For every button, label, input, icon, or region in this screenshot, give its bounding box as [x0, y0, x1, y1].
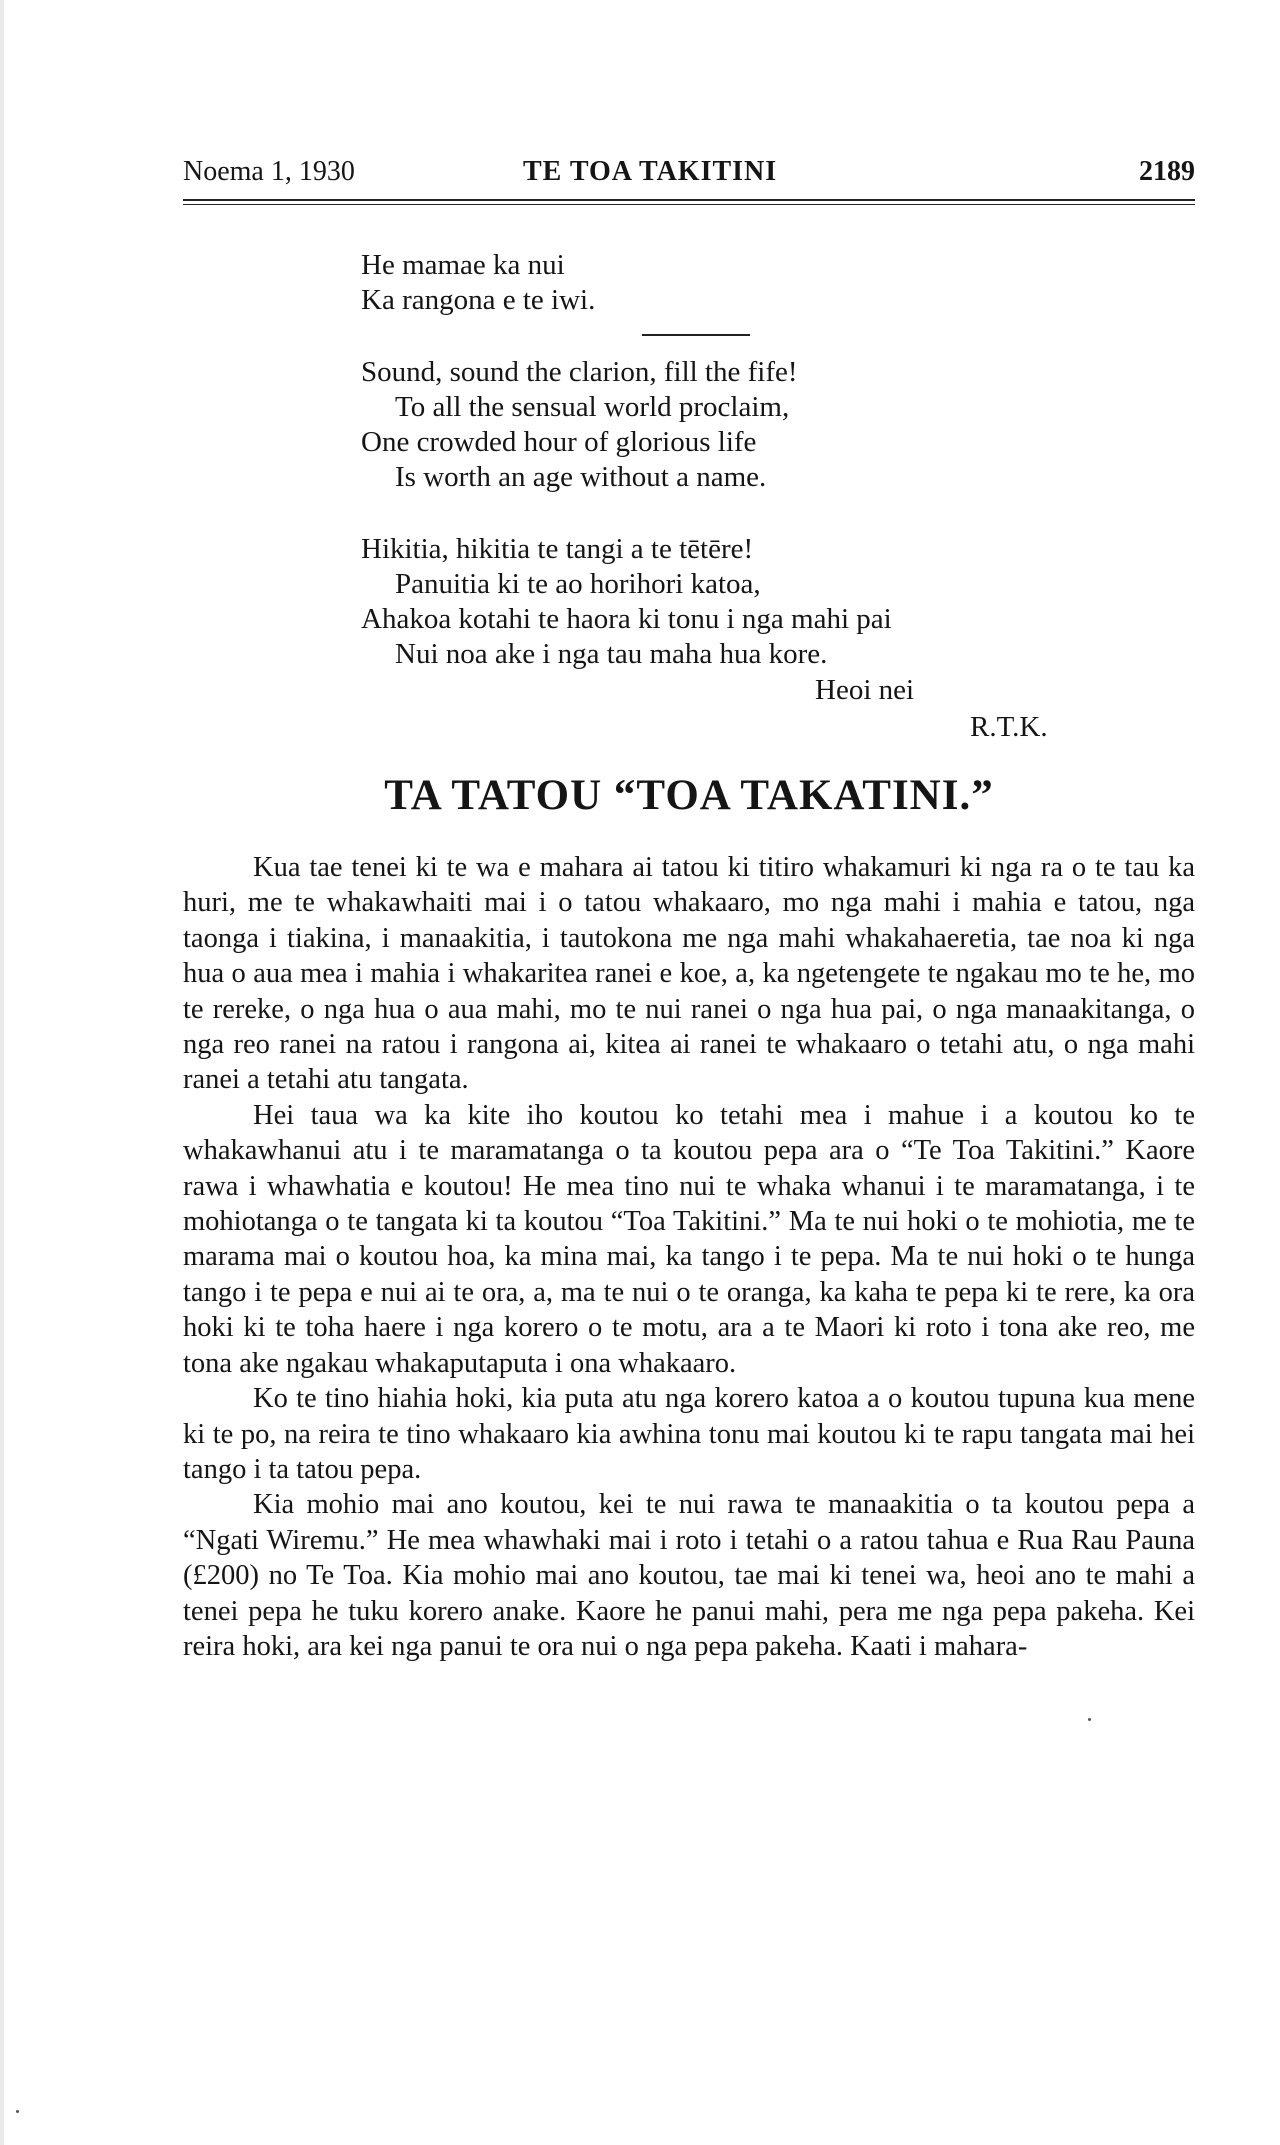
poem-line: Nui noa ake i nga tau maha hua kore. — [395, 638, 828, 670]
article-paragraph: Hei taua wa ka kite iho koutou ko tetahi mea i mahue i a koutou ko te whakawhanui atu i te maramatanga o ta koutou pepa ara o “Te Toa Takitini.” Kaore rawa i whawhatia e koutou! He mea tino nui te whaka whanui i te maramatanga, i te mohiotanga o te tangata ki ta koutou “Toa Takitini.” Ma te nui hoki o te mohiotia, me te marama mai o koutou hoa, ka mina mai, ka tango i te pepa. Ma te nui hoki o te hunga tango i te pepa e nui ai te ora, a, ma te nui o te oranga, ka kaha te pepa ki te rere, ka ora hoki ki te toha haere i nga korero o te motu, ara a te Maori ki roto i tona ake reo, me tona ake ngakau whakaputaputa i ona whakaaro. — [183, 1099, 1195, 1379]
article-paragraph: Kia mohio mai ano koutou, kei te nui rawa te manaakitia o ta koutou pepa a “Ngati Wiremu.” He mea whawhaki mai i roto i tetahi o a ratou tahua e Rua Rau Pauna (£200) no Te Toa. Kia mohio mai ano koutou, tae mai ki tenei wa, heoi ano te mahi a tenei pepa he tuku korero anake. Kaore he panui mahi, pera me nga pepa pakeha. Kei reira hoki, ara kei nga panui te ora nui o nga pepa pakeha. Kaati i mahara- — [183, 1489, 1195, 1662]
article-headline: TA TATOU “TOA TAKATINI.” — [384, 772, 994, 819]
article-paragraph: Ko te tino hiahia hoki, kia puta atu nga korero katoa a o koutou tupuna kua mene ki te po, na reira te tino whakaaro kia awhina tonu mai koutou ki te rapu tangata mai hei tango i ta tatou pepa. — [183, 1383, 1195, 1485]
signoff-closing: Heoi nei — [815, 674, 915, 706]
poem-line: Hikitia, hikitia te tangi a te tētēre! — [361, 533, 754, 565]
article-paragraph: Kua tae tenei ki te wa e mahara ai tatou ki titiro whakamuri ki nga ra o te tau ka huri, me te whakawhaiti mai i o tatou whakaaro, mo nga mahi i mahia e tatou, nga taonga i tiakina, i manaakitia, i tautokona me nga mahi whakahaeretia, tae noa ki nga hua o aua mea i mahia i whakaritea ranei e koe, a, ka ngetengete te ngakau mo te he, mo te rereke, o nga hua o aua mahi, mo te nui ranei o nga hua pai, o nga manaakitanga, o nga reo ranei na ratou i rangona ai, kitea ai ranei te whakaaro o tetahi atu, o nga mahi ranei a tetahi atu tangata. — [183, 852, 1195, 1096]
poem-line: One crowded hour of glorious life — [361, 426, 757, 458]
poem-line: Ka rangona e te iwi. — [361, 284, 596, 316]
poem-line: He mamae ka nui — [361, 249, 565, 281]
poem-maori-stanza — [361, 532, 892, 672]
signoff-initials: R.T.K. — [970, 711, 1048, 743]
poem-line: Panuitia ki te ao horihori katoa, — [395, 568, 761, 600]
poem-top-stanza — [361, 248, 595, 318]
print-speck — [16, 2110, 19, 2113]
running-header — [183, 152, 1195, 192]
journal-title: TE TOA TAKITINI — [523, 156, 778, 187]
poem-line: Is worth an age without a name. — [395, 461, 767, 493]
article-body — [183, 850, 1195, 1664]
poem-line: Sound, sound the clarion, fill the fife! — [361, 356, 798, 388]
page-number: 2189 — [1139, 156, 1195, 187]
page-edge — [0, 0, 4, 2145]
print-speck — [1088, 1718, 1091, 1721]
poem-line: Ahakoa kotahi te haora ki tonu i nga mahi pai — [361, 603, 892, 635]
poem-line: To all the sensual world proclaim, — [395, 391, 790, 423]
verse-divider — [642, 334, 750, 336]
header-rule-bottom — [183, 204, 1195, 205]
header-rule-top — [183, 199, 1195, 201]
poem-english-stanza — [361, 355, 798, 495]
issue-date: Noema 1, 1930 — [183, 156, 355, 187]
